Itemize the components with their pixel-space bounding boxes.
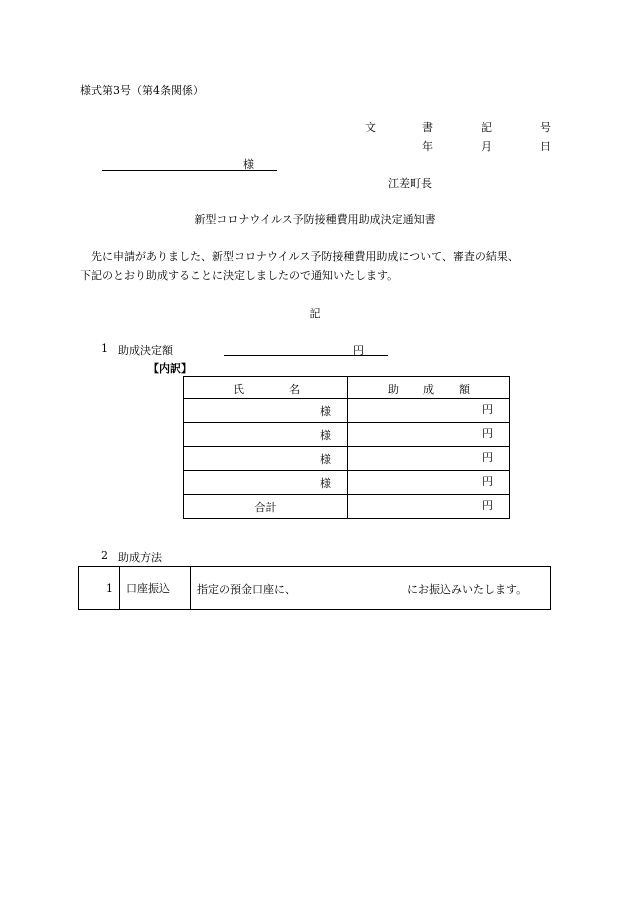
table-row — [184, 423, 510, 447]
header-name-char-2: 名 — [289, 383, 300, 396]
date-year-char: 年 — [422, 140, 433, 153]
total-amount: 円 — [348, 495, 510, 519]
method-text-after: にお振込みいたします。 — [407, 583, 528, 596]
row-amount: 円 — [348, 423, 510, 447]
row-name: 様 — [184, 471, 348, 495]
method-description — [191, 567, 551, 610]
table-row — [184, 447, 510, 471]
breakdown-header-amount — [348, 377, 510, 399]
method-name: 口座振込 — [120, 567, 191, 610]
body-line-2: 下記のとおり助成することに決定しましたので通知いたします。 — [80, 269, 399, 282]
doc-number-char-3: 記 — [481, 121, 492, 134]
table-row — [79, 567, 551, 610]
item2-label: 助成方法 — [118, 551, 162, 564]
addressee-suffix: 様 — [243, 158, 254, 171]
header-amount-char-3: 額 — [459, 383, 470, 396]
row-name: 様 — [184, 447, 348, 471]
date-month-char: 月 — [481, 140, 492, 153]
table-row — [184, 399, 510, 423]
row-name: 様 — [184, 399, 348, 423]
item1-amount-underline — [224, 355, 388, 356]
doc-number-char-4: 号 — [540, 121, 551, 134]
doc-number-char-1: 文 — [365, 121, 376, 134]
item1-yen: 円 — [353, 344, 364, 357]
breakdown-total-row — [184, 495, 510, 519]
item2-number: 2 — [101, 549, 108, 562]
header-amount-char-1: 助 — [388, 383, 399, 396]
issuer: 江差町長 — [388, 177, 432, 190]
breakdown-table — [183, 376, 510, 519]
breakdown-label: 【内訳】 — [148, 362, 192, 375]
item1-label: 助成決定額 — [118, 344, 173, 357]
payment-method-table — [78, 566, 551, 610]
breakdown-header-row — [184, 377, 510, 399]
document-title: 新型コロナウイルス予防接種費用助成決定通知書 — [194, 213, 436, 226]
header-name-char-1: 氏 — [233, 383, 244, 396]
row-name: 様 — [184, 423, 348, 447]
date-day-char: 日 — [540, 140, 551, 153]
ki-heading: 記 — [309, 307, 321, 320]
row-amount: 円 — [348, 471, 510, 495]
doc-number-char-2: 書 — [422, 121, 433, 134]
breakdown-header-name — [184, 377, 348, 399]
total-label: 合計 — [184, 495, 348, 519]
form-number: 様式第3号（第4条関係） — [80, 84, 204, 97]
method-text-before: 指定の預金口座に、 — [197, 583, 296, 596]
body-line-1: 先に申請がありました、新型コロナウイルス予防接種費用助成について、審査の結果、 — [91, 250, 519, 263]
item1-number: 1 — [101, 342, 108, 355]
header-amount-char-2: 成 — [423, 383, 434, 396]
method-number: 1 — [79, 567, 120, 610]
addressee-underline — [102, 170, 277, 171]
row-amount: 円 — [348, 399, 510, 423]
table-row — [184, 471, 510, 495]
row-amount: 円 — [348, 447, 510, 471]
